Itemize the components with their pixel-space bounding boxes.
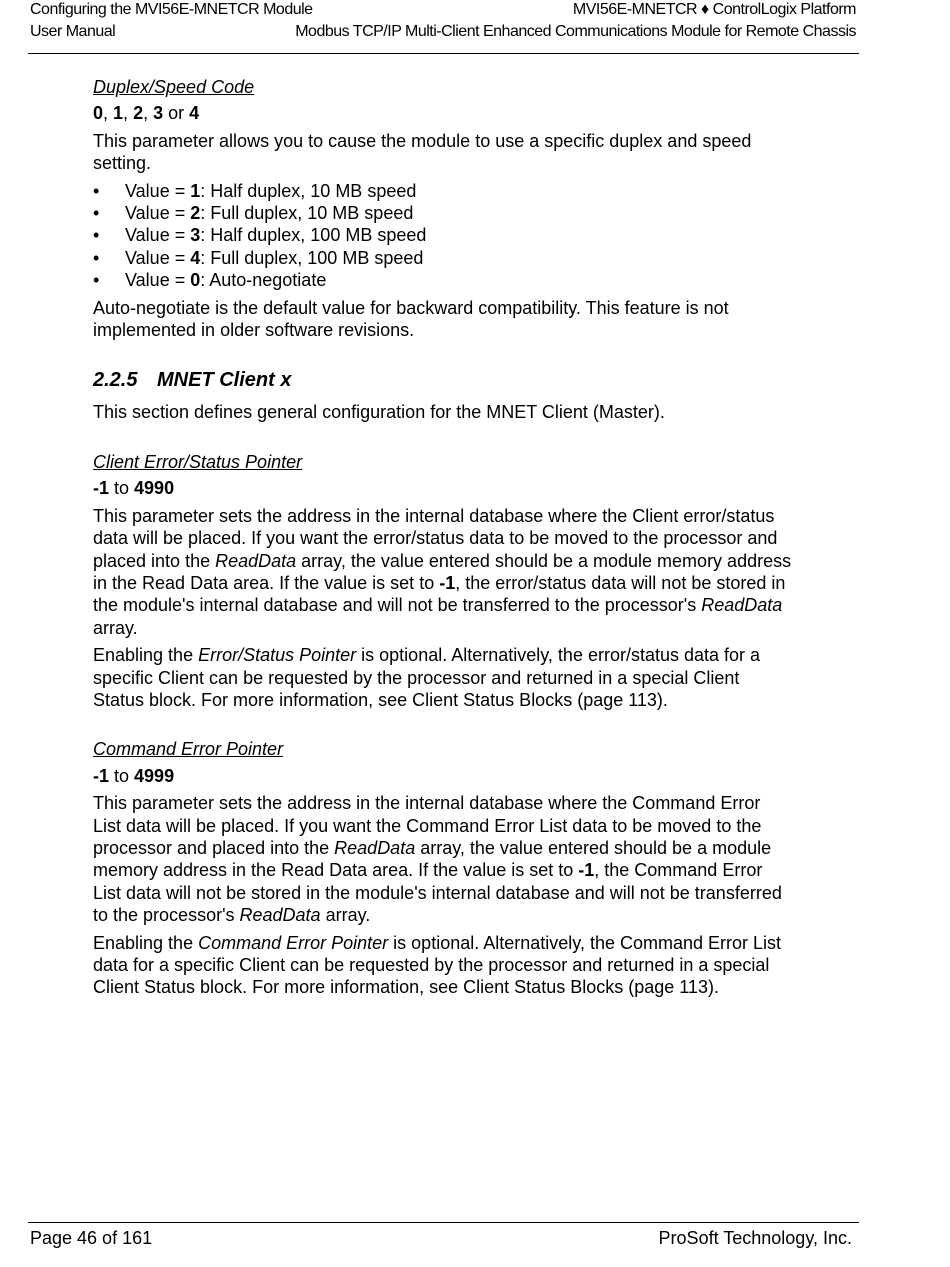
list-item	[93, 224, 793, 246]
client-error-note	[93, 644, 793, 711]
item-value: 1	[190, 180, 201, 201]
text-run-italic: ReadData	[701, 595, 783, 616]
text-run-bold: -1	[578, 860, 595, 881]
page-number: Page 46 of 161	[30, 1228, 153, 1248]
item-value: 3	[190, 225, 201, 246]
list-item	[93, 202, 793, 224]
section-title: MNET Client x	[157, 369, 292, 392]
duplex-speed-note: Auto-negotiate is the default value for backward compatibility. This feature is not implemented in older software revisions.	[93, 297, 729, 341]
header-module-title: Configuring the MVI56E-MNETCR Module	[30, 1, 313, 18]
page-body	[93, 76, 793, 999]
client-error-description	[93, 505, 793, 639]
duplex-speed-values-list	[93, 180, 793, 292]
range-value: 0	[93, 103, 104, 124]
client-error-range	[93, 477, 793, 499]
text-run: Enabling the	[93, 645, 199, 666]
range-sep: or	[163, 103, 190, 124]
command-error-heading: Command Error Pointer	[93, 739, 284, 760]
item-text: : Auto-negotiate	[200, 270, 327, 291]
range-to: 4990	[134, 478, 175, 499]
range-value: 3	[153, 103, 164, 124]
item-text: : Half duplex, 100 MB speed	[200, 225, 427, 246]
text-run: This parameter sets the address in the internal database where the Client error/status data will be placed. If you want the error/status data to be moved to the processor and placed into the	[93, 505, 778, 571]
list-item	[93, 247, 793, 269]
range-value: 4	[189, 103, 200, 124]
item-prefix: Value =	[125, 203, 191, 224]
text-run: , the Command Error List data will not be stored in the module's internal database and will not be transferred to the processor's	[93, 860, 782, 926]
text-run-italic: Error/Status Pointer	[198, 645, 357, 666]
text-run-italic: ReadData	[215, 550, 297, 571]
range-to: 4999	[134, 765, 175, 786]
duplex-speed-heading: Duplex/Speed Code	[93, 77, 255, 97]
header-product-description: Modbus TCP/IP Multi-Client Enhanced Communications Module for Remote Chassis	[295, 23, 856, 40]
item-value: 2	[190, 203, 201, 224]
text-run: array, the value entered should be a module memory address in the Read Data area. If the value is set to	[93, 550, 792, 593]
range-sep: to	[109, 478, 135, 499]
text-run: , the error/status data will not be stored in the module's internal database and will not be transferred to the processor's	[93, 572, 786, 616]
text-run: array.	[320, 905, 371, 926]
range-sep: ,	[143, 103, 154, 124]
item-text: : Half duplex, 10 MB speed	[200, 180, 417, 201]
text-run-italic: ReadData	[334, 837, 416, 858]
text-run-italic: ReadData	[239, 905, 321, 926]
text-run-bold: -1	[439, 572, 456, 593]
range-value: 2	[133, 103, 144, 124]
header-divider	[28, 53, 859, 54]
header-doc-type: User Manual	[30, 23, 116, 40]
section-number: 2.2.5	[93, 369, 138, 392]
range-sep: ,	[123, 103, 134, 124]
duplex-speed-description: This parameter allows you to cause the module to use a specific duplex and speed setting.	[93, 130, 752, 174]
text-run: array.	[93, 617, 138, 638]
footer-divider	[28, 1222, 859, 1223]
range-sep: to	[109, 765, 135, 786]
text-run: Enabling the	[93, 932, 199, 953]
range-value: 1	[113, 103, 124, 124]
list-item	[93, 180, 793, 202]
client-error-heading: Client Error/Status Pointer	[93, 451, 303, 472]
item-text: : Full duplex, 100 MB speed	[200, 247, 424, 268]
command-error-description	[93, 792, 793, 926]
item-value: 0	[190, 270, 201, 291]
item-prefix: Value =	[125, 247, 191, 268]
list-item	[93, 269, 793, 291]
range-sep: ,	[103, 103, 114, 124]
item-value: 4	[190, 247, 201, 268]
company-name: ProSoft Technology, Inc.	[658, 1228, 852, 1248]
range-from: -1	[93, 478, 110, 499]
command-error-note	[93, 932, 793, 999]
section-heading	[93, 367, 793, 393]
item-text: : Full duplex, 10 MB speed	[200, 203, 414, 224]
command-error-range	[93, 765, 793, 787]
text-run-italic: Command Error Pointer	[198, 932, 389, 953]
text-run: is optional. Alternatively, the error/status data for a specific Client can be requested by the processor and returned in a special Client Status block. For more information, see Client Status Blocks (page 113).	[93, 645, 761, 710]
item-prefix: Value =	[125, 225, 191, 246]
range-from: -1	[93, 765, 110, 786]
duplex-speed-range	[93, 102, 793, 124]
text-run: is optional. Alternatively, the Command Error List data for a specific Client can be requested by the processor and returned in a special Client Status block. For more information, see Client Status Blocks (page 113).	[93, 932, 782, 998]
item-prefix: Value =	[125, 270, 191, 291]
header-platform: MVI56E-MNETCR ♦ ControlLogix Platform	[572, 1, 856, 18]
text-run: This parameter sets the address in the internal database where the Command Error List data will be placed. If you want the Command Error List data to be moved to the processor and placed into the	[93, 793, 762, 858]
item-prefix: Value =	[125, 180, 191, 201]
section-intro: This section defines general configuration for the MNET Client (Master).	[93, 402, 665, 423]
text-run: array, the value entered should be a module memory address in the Read Data area. If the value is set to	[93, 837, 772, 881]
